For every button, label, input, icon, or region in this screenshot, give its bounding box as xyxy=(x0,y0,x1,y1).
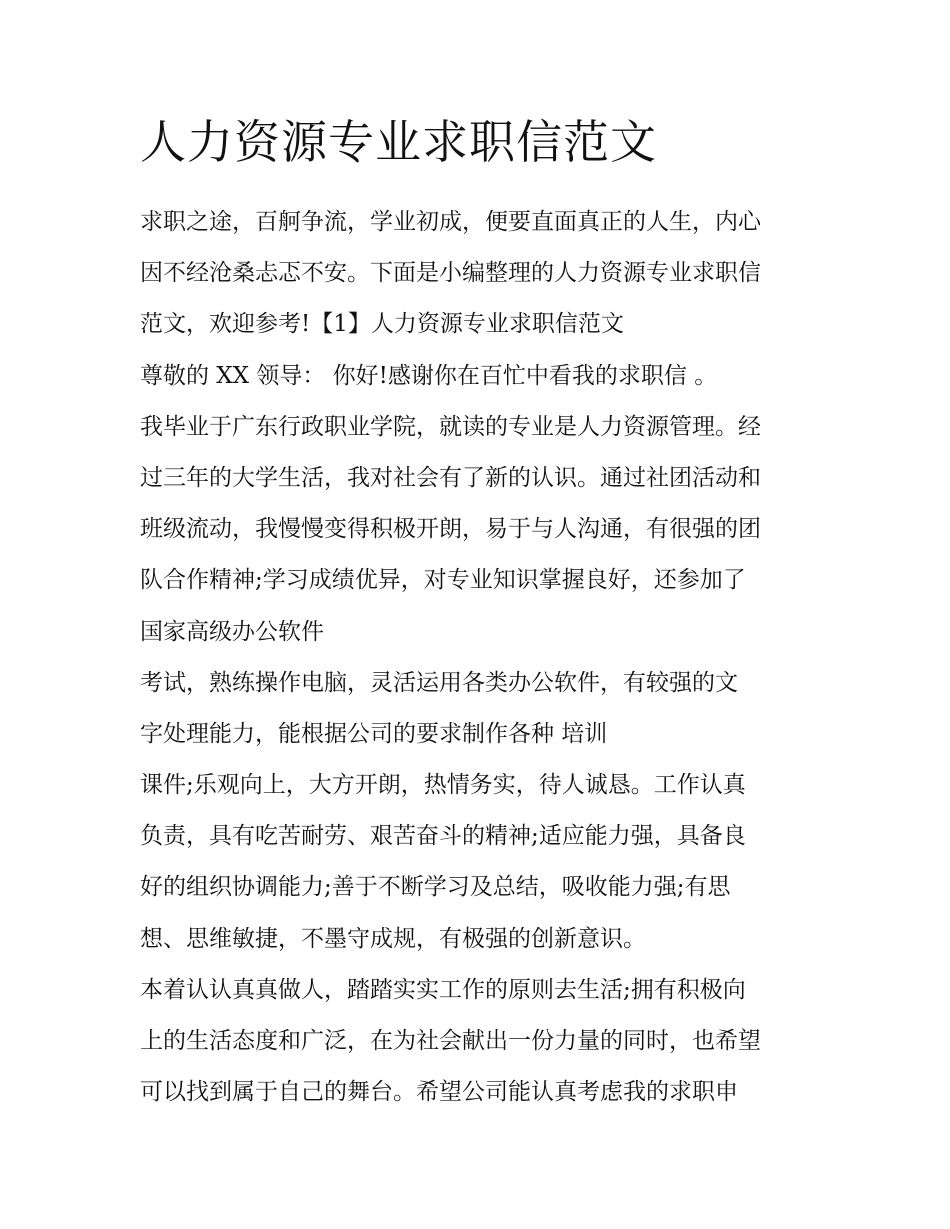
body-line: 求职之途，百舸争流，学业初成，便要直面真正的人生，内心 xyxy=(140,209,761,235)
document-title: 人力资源专业求职信范文 xyxy=(140,115,657,169)
body-line: 范文，欢迎参考!【1】人力资源专业求职信范文 xyxy=(140,311,624,338)
body-line: 上的生活态度和广泛，在为社会献出一份力量的同时，也希望 xyxy=(140,1028,761,1054)
body-line: 负责，具有吃苦耐劳、艰苦奋斗的精神;适应能力强，具备良 xyxy=(140,823,746,850)
body-line: 想、思维敏捷，不墨守成规，有极强的创新意识。 xyxy=(140,925,646,952)
body-line: 国家高级办公软件 xyxy=(140,618,324,645)
body-line: 课件;乐观向上，大方开朗，热情务实，待人诚恳。工作认真 xyxy=(140,772,746,799)
body-line: 考试，熟练操作电脑，灵活运用各类办公软件，有较强的文 xyxy=(140,669,738,696)
body-line: 尊敬的 XX 领导： 你好!感谢你在百忙中看我的求职信 。 xyxy=(140,362,718,389)
body-line: 班级流动，我慢慢变得积极开朗，易于与人沟通，有很强的团 xyxy=(140,516,761,543)
body-line: 字处理能力，能根据公司的要求制作各种 培训 xyxy=(140,720,608,747)
document-body xyxy=(140,197,830,1118)
body-line: 因不经沧桑忐忑不安。下面是小编整理的人力资源专业求职信 xyxy=(140,260,761,287)
body-line: 本着认认真真做人，踏踏实实工作的原则去生活;拥有积极向 xyxy=(140,976,746,1003)
body-line: 可以找到属于自己的舞台。希望公司能认真考虑我的求职申 xyxy=(140,1079,738,1106)
body-line: 队合作精神;学习成绩优异，对专业知识掌握良好，还参加了 xyxy=(140,567,746,594)
body-line: 我毕业于广东行政职业学院，就读的专业是人力资源管理。经 xyxy=(140,413,761,440)
body-line: 好的组织协调能力;善于不断学习及总结，吸收能力强;有思 xyxy=(140,874,731,901)
body-line: 过三年的大学生活，我对社会有了新的认识。通过社团活动和 xyxy=(140,464,761,491)
